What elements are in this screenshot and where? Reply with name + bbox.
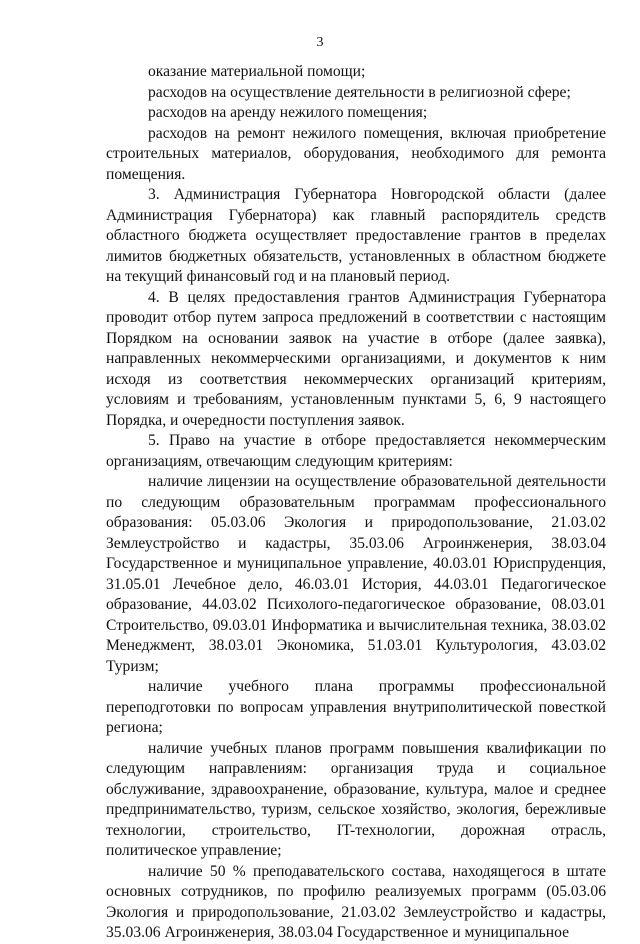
- paragraph-item-3: 3. Администрация Губернатора Новгородской области (далее Администрация Губернатора) как главный распорядитель средств областного бюджета осуществляет предоставление грантов в пределах лимитов бюджетных обязательств, установленных в областном бюджете на текущий финансовый год и на плановый период.: [106, 186, 606, 285]
- paragraph-qualification-criterion: наличие учебных планов программ повышения квалификации по следующим направлениям: организация труда и социальное обслуживание, здравоохранение, образование, культура, малое и среднее предпринимательство, туризм, сельское хозяйство, экология, бережливые технологии, строительство, IT-технологии, дорожная отрасль, политическое управление;: [106, 739, 606, 859]
- paragraph-religious-activity: расходов на осуществление деятельности в религиозной сфере;: [148, 83, 571, 101]
- document-body: [106, 62, 606, 944]
- paragraph-item-5: 5. Право на участие в отборе предоставляется некоммерческим организациям, отвечающим следующим критериям:: [106, 432, 606, 470]
- page-number: 3: [316, 35, 324, 50]
- paragraph-rent-expenses: расходов на аренду нежилого помещения;: [148, 104, 428, 121]
- paragraph-repair-expenses: расходов на ремонт нежилого помещения, включая приобретение строительных материалов, оборудования, необходимого для ремонта помещения.: [106, 124, 606, 183]
- paragraph-retraining-criterion: наличие учебного плана программы профессиональной переподготовки по вопросам управления внутриполитической повесткой региона;: [106, 678, 606, 736]
- paragraph-material-aid: оказание материальной помощи;: [148, 63, 366, 80]
- paragraph-item-4: 4. В целях предоставления грантов Администрация Губернатора проводит отбор путем запроса предложений в соответствии с настоящим Порядком на основании заявок на участие в отборе (далее заявка), направленных некоммерческими организациями, и документов к ним исходя из соответствия некоммерческих организаций критериям, условиям и требованиям, установленным пунктами 5, 6, 9 настоящего Порядка, и очередности поступления заявок.: [106, 288, 606, 429]
- paragraph-staff-criterion: наличие 50 % преподавательского состава, находящегося в штате основных сотрудников, по профилю реализуемых программ (05.03.06 Экология и природопользование, 21.03.02 Землеустройство и кадастры, 35.03.06 Агроинженерия, 38.03.04 Государственное и муниципальное: [106, 862, 606, 941]
- paragraph-license-criterion: наличие лицензии на осуществление образовательной деятельности по следующим образовательным программам профессионального образования: 05.03.06 Экология и природопользование, 21.03.02 Землеустройство и кадастры, 35.03.06 Агроинженерия, 38.03.04 Государственное и муниципальное управление, 40.03.01 Юриспруденция, 31.05.01 Лечебное дело, 46.03.01 История, 44.03.01 Педагогическое образование, 44.03.02 Психолого-педагогическое образование, 08.03.01 Строительство, 09.03.01 Информатика и вычислительная техника, 38.03.02 Менеджмент, 38.03.01 Экономика, 51.03.01 Культурология, 43.03.02 Туризм;: [106, 473, 606, 675]
